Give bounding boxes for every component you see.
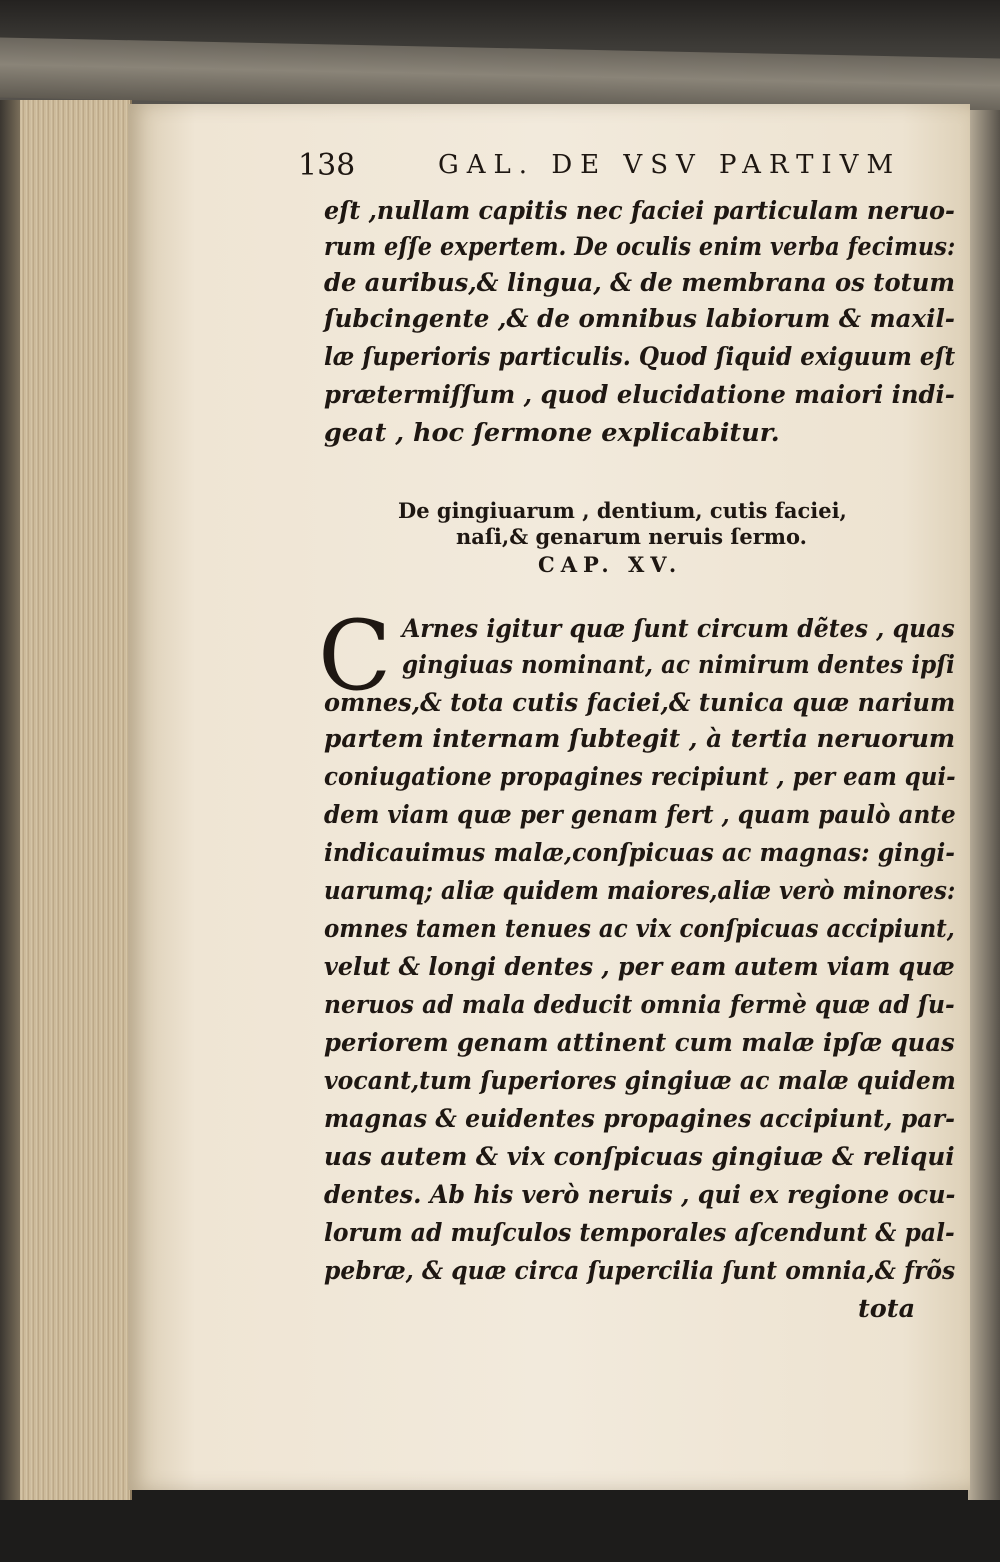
paragraph2-line: omnes,& tota cutis faciei,& tunica quæ narium bbox=[324, 688, 956, 718]
paragraph1-line: læ ſuperioris particulis. Quod ſiquid exiguum eſt bbox=[324, 342, 956, 372]
paragraph1-line: ſubcingente ,& de omnibus labiorum & maxil- bbox=[324, 304, 955, 334]
paragraph2-line: omnes tamen tenues ac vix conſpicuas accipiunt, bbox=[324, 914, 955, 944]
paragraph1-line: de auribus,& lingua, & de membrana os totum bbox=[324, 268, 956, 298]
paragraph2-line: neruos ad mala deducit omnia fermè quæ ad ſu- bbox=[324, 990, 955, 1020]
chapter-heading-line1: De gingiuarum , dentium, cutis faciei, bbox=[398, 498, 847, 523]
paragraph2-line: lorum ad muſculos temporales aſcendunt & pal- bbox=[324, 1218, 955, 1248]
paragraph2-line: dentes. Ab his verò neruis , qui ex regione ocu- bbox=[324, 1180, 956, 1210]
paragraph2-line: vocant,tum ſuperiores gingiuæ ac malæ quidem bbox=[324, 1066, 956, 1096]
page-number: 138 bbox=[298, 148, 356, 183]
paragraph2-line: periorem genam attinent cum malæ ipſæ quas bbox=[324, 1028, 955, 1058]
paragraph2-line: gingiuas nominant, ac nimirum dentes ipſi bbox=[402, 650, 955, 680]
paragraph2-line: uarumq; aliæ quidem maiores,aliæ verò minores: bbox=[324, 876, 956, 906]
paragraph2-line: magnas & euidentes propagines accipiunt, par- bbox=[324, 1104, 955, 1134]
drop-cap: C bbox=[318, 600, 392, 712]
background-bottom bbox=[0, 1480, 1000, 1562]
paragraph1-line: rum eſſe expertem. De oculis enim verba fecimus: bbox=[324, 232, 956, 262]
paragraph1-line: eſt ,nullam capitis nec faciei particulam neruo- bbox=[324, 196, 955, 226]
paragraph2-line: dem viam quæ per genam fert , quam paulò ante bbox=[324, 800, 956, 830]
paragraph2-line: velut & longi dentes , per eam autem viam quæ bbox=[324, 952, 955, 982]
page-stack-shadow bbox=[0, 100, 20, 1500]
paragraph1-line: geat , hoc ſermone explicabitur. bbox=[324, 418, 780, 448]
paragraph2-line: uas autem & vix conſpicuas gingiuæ & reliqui bbox=[324, 1142, 955, 1172]
book-right-edge bbox=[968, 110, 1000, 1500]
paragraph2-line: Arnes igitur quæ ſunt circum dẽtes , quas bbox=[402, 614, 955, 644]
paragraph1-line: prætermiſſum , quod elucidatione maiori indi- bbox=[324, 380, 955, 410]
paragraph2-line: partem internam ſubtegit , à tertia neruorum bbox=[324, 724, 956, 754]
paragraph2-line: pebræ, & quæ circa ſupercilia ſunt omnia,& frõs bbox=[324, 1256, 956, 1286]
chapter-heading-line2: naſi,& genarum neruis ſermo. bbox=[456, 524, 807, 549]
catchword: tota bbox=[858, 1294, 916, 1324]
paragraph2-line: coniugatione propagines recipiunt , per eam qui- bbox=[324, 762, 956, 792]
paragraph2-line: indicauimus malæ,conſpicuas ac magnas: gingi- bbox=[324, 838, 956, 868]
chapter-number: CAP. XV. bbox=[538, 552, 683, 577]
running-title: GAL. DE VSV PARTIVM bbox=[438, 150, 902, 180]
